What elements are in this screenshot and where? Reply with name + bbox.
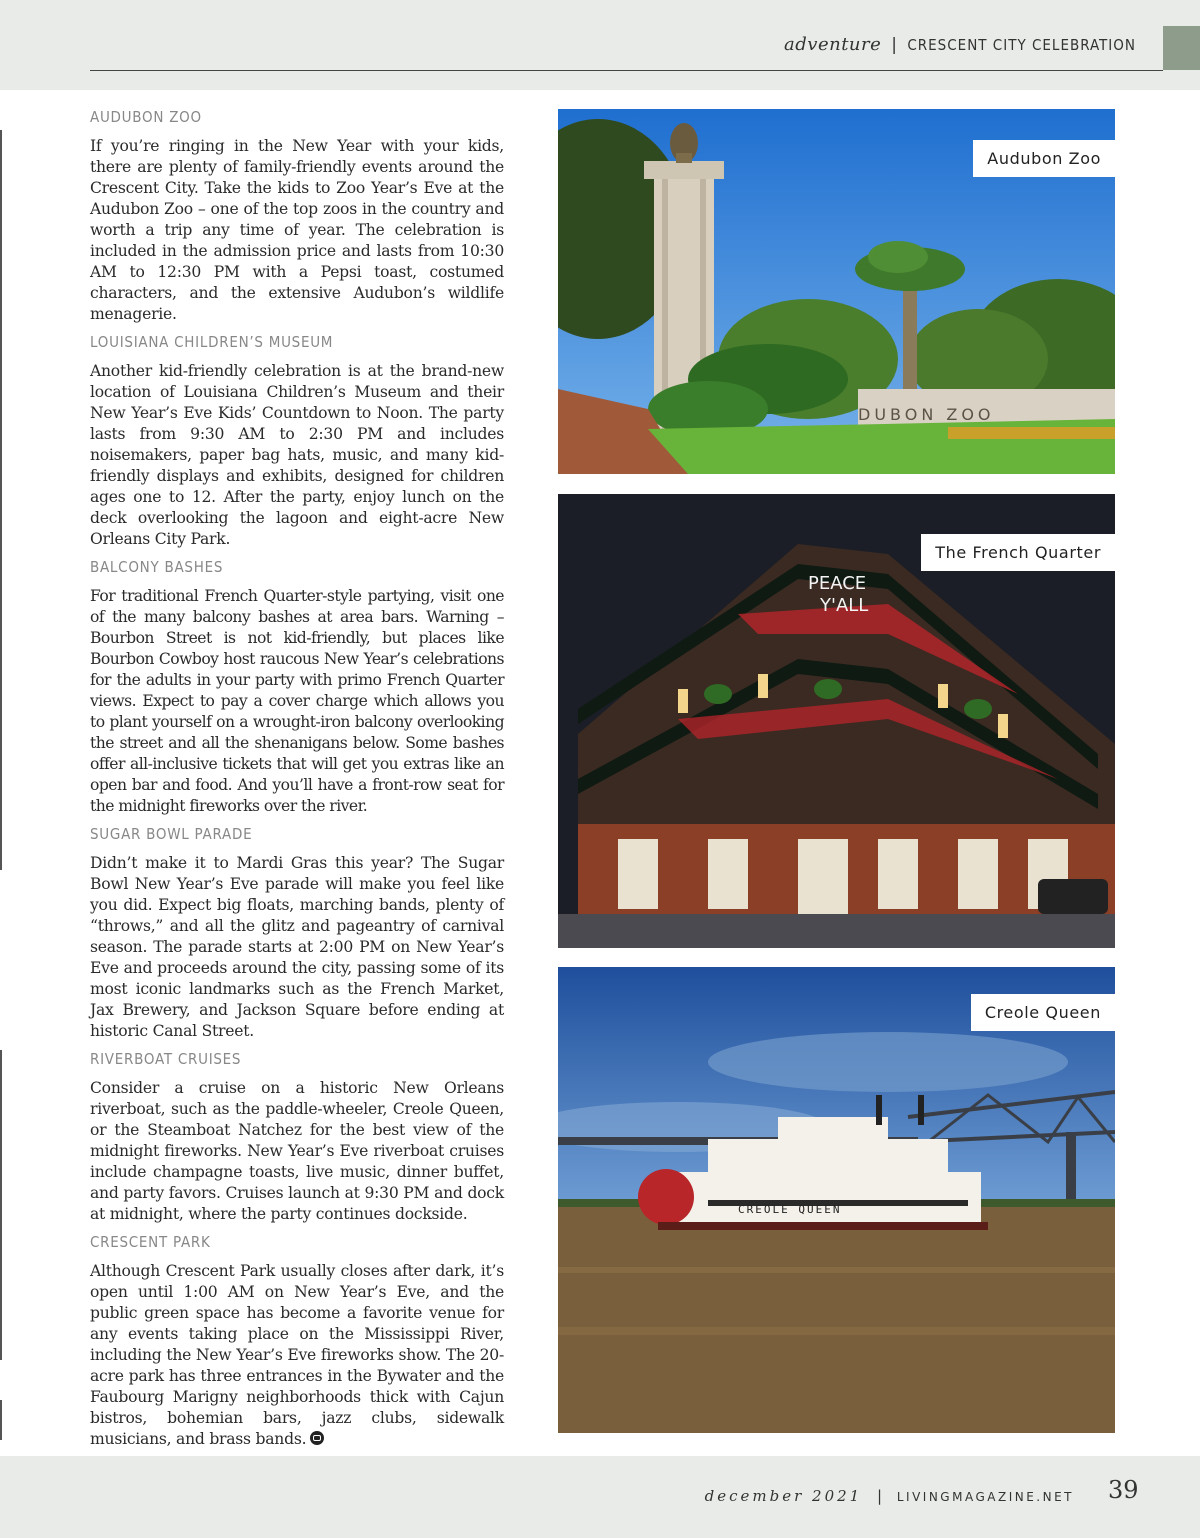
section-heading: BALCONY BASHES xyxy=(90,558,224,576)
website-link[interactable]: LIVINGMAGAZINE.NET xyxy=(896,1490,1074,1504)
section-sugar-bowl-parade xyxy=(90,825,504,1042)
section-heading: AUDUBON ZOO xyxy=(90,108,202,126)
footer-info xyxy=(705,1487,1074,1505)
end-mark-icon xyxy=(310,1431,324,1445)
boat-hull-text: CREOLE QUEEN xyxy=(738,1203,842,1216)
section-riverboat-cruises xyxy=(90,1050,504,1225)
photo-french-quarter xyxy=(558,494,1115,948)
header-article-title: CRESCENT CITY CELEBRATION xyxy=(907,36,1136,54)
section-body: If you’re ringing in the New Year with your kids, there are plenty of family-friendly events around the Crescent City. Take the kids to Zoo Year’s Eve at the Audubon Zoo – one of the top zoos in the country and worth a trip any time of year. The celebration is included in the admission price and lasts from 10:30 AM to 12:30 PM with a Pepsi toast, costumed characters, and the extensive Audubon’s wildlife menagerie. xyxy=(90,137,504,323)
photo-caption: Audubon Zoo xyxy=(973,140,1115,177)
header-rule xyxy=(90,70,1163,71)
section-body: For traditional French Quarter-style partying, visit one of the many balcony bashes at area bars. Warning – Bourbon Street is not kid-friendly, but places like Bourbon Cowboy host raucous New Year’s celebrations for the adults in your party with primo French Quarter views. Expect to pay a cover charge which allows you to plant yourself on a wrought-iron balcony overlooking the street and all the shenanigans below. Some bashes offer all-inclusive tickets that will get you extras like an open bar and food. And you’ll have a front-row seat for the midnight fireworks over the river. xyxy=(90,587,504,815)
section-body-text: Although Crescent Park usually closes after dark, it’s open until 1:00 AM on New Year’s Eve, and the public green space has become a favorite venue for any events taking place on the Mississippi River, including the New Year’s Eve fireworks show. The 20-acre park has three entrances in the Bywater and the Faubourg Marigny neighborhoods thick with Cajun bistros, bohemian bars, jazz clubs, sidewalk musicians, and brass bands. xyxy=(90,1262,504,1448)
page-edge-mark xyxy=(0,1050,2,1360)
section-heading: SUGAR BOWL PARADE xyxy=(90,825,253,843)
creole-queen-illustration xyxy=(558,967,1115,1433)
header-separator: | xyxy=(891,35,898,55)
section-crescent-park xyxy=(90,1233,504,1450)
section-childrens-museum xyxy=(90,333,504,550)
zoo-sign-text: DUBON ZOO xyxy=(858,405,995,424)
header-accent-tab xyxy=(1163,26,1200,70)
page-edge-mark xyxy=(0,1400,2,1440)
footer-separator: | xyxy=(877,1487,883,1505)
peace-sign-line1: PEACE xyxy=(808,573,867,594)
section-audubon-zoo xyxy=(90,108,504,325)
page-number: 39 xyxy=(1108,1476,1139,1504)
article-column xyxy=(90,108,504,1458)
issue-date: december 2021 xyxy=(704,1487,863,1505)
photo-caption: Creole Queen xyxy=(971,994,1115,1031)
section-body xyxy=(90,1261,504,1450)
header-section-label: adventure xyxy=(784,34,882,55)
peace-sign-line2: Y'ALL xyxy=(820,595,869,616)
page-edge-mark xyxy=(0,130,2,870)
photo-caption: The French Quarter xyxy=(921,534,1115,571)
photo-audubon-zoo xyxy=(558,109,1115,474)
section-body: Consider a cruise on a historic New Orleans riverboat, such as the paddle-wheeler, Creole Queen, or the Steamboat Natchez for the best view of the midnight fireworks. New Year’s Eve riverboat cruises include champagne toasts, live music, dinner buffet, and party favors. Cruises launch at 9:30 PM and dock at midnight, where the party continues dockside. xyxy=(90,1079,504,1223)
section-balcony-bashes xyxy=(90,558,504,817)
running-header xyxy=(784,34,1136,55)
section-heading: RIVERBOAT CRUISES xyxy=(90,1050,242,1068)
section-body: Didn’t make it to Mardi Gras this year? The Sugar Bowl New Year’s Eve parade will make you feel like you did. Expect big floats, marching bands, plenty of “throws,” and all the glitz and pageantry of carnival season. The parade starts at 2:00 PM on New Year’s Eve and proceeds around the city, passing some of its most iconic landmarks such as the French Market, Jax Brewery, and Jackson Square before ending at historic Canal Street. xyxy=(90,854,504,1040)
section-heading: CRESCENT PARK xyxy=(90,1233,211,1251)
section-heading: LOUISIANA CHILDREN’S MUSEUM xyxy=(90,333,334,351)
photo-creole-queen xyxy=(558,967,1115,1433)
section-body: Another kid-friendly celebration is at the brand-new location of Louisiana Children’s Museum and their New Year’s Eve Kids’ Countdown to Noon. The party lasts from 9:30 AM to 2:30 PM and includes noisemakers, paper bag hats, music, and many kid-friendly displays and exhibits, designed for children ages one to 12. After the party, enjoy lunch on the deck overlooking the lagoon and eight-acre New Orleans City Park. xyxy=(90,362,504,548)
